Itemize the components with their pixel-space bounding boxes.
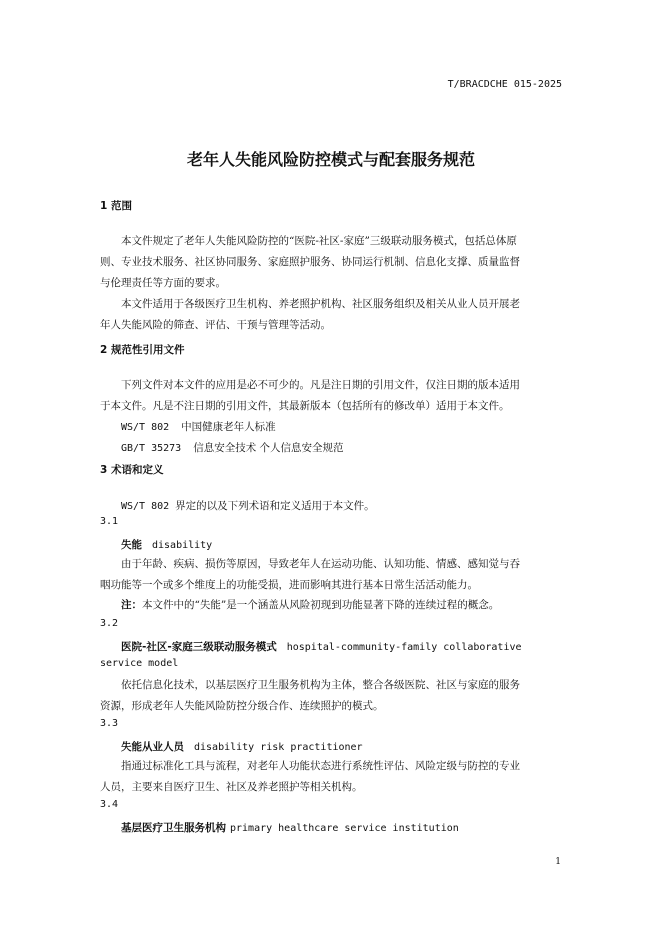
reference-name: 信息安全技术 个人信息安全规范 [193, 442, 344, 454]
reference-code: WS/T 802 [121, 422, 170, 433]
term-cn: 基层医疗卫生服务机构 [121, 822, 226, 834]
term-3-1-note [121, 597, 499, 612]
s3-intro [121, 496, 375, 514]
term-en: hospital-community-family collaborative [286, 642, 522, 653]
term-3-4-title [121, 818, 459, 836]
s1-p2-line2: 年人失能风险的筛查、评估、干预与管理等活动。 [100, 319, 331, 331]
s2-p1-line2: 于本文件。凡是不注日期的引用文件，其最新版本（包括所有的修改单）适用于本文件。 [100, 400, 510, 412]
intro-text: 界定的以及下列术语和定义适用于本文件。 [175, 500, 375, 512]
section-2-heading: 2 规范性引用文件 [100, 344, 185, 356]
document-title: 老年人失能风险防控模式与配套服务规范 [186, 150, 475, 169]
term-3-1-def-line2: 咽功能等一个或多个维度上的功能受损，进而影响其进行基本日常生活活动能力。 [100, 579, 478, 591]
term-3-2-title [121, 637, 522, 655]
s2-p1-line1: 下列文件对本文件的应用是必不可少的。凡是注日期的引用文件，仅注日期的版本适用 [121, 379, 520, 391]
term-en: disability [152, 540, 213, 551]
term-3-3-def-line2: 人员，主要来自医疗卫生、社区及养老照护等相关机构。 [100, 781, 363, 793]
s1-p2-line1: 本文件适用于各级医疗卫生机构、养老照护机构、社区服务组织及相关从业人员开展老 [121, 298, 520, 310]
s1-p1-line3: 与伦理责任等方面的要求。 [100, 277, 226, 289]
term-3-1-def-line1: 由于年龄、疾病、损伤等原因，导致老年人在运动功能、认知功能、情感、感知觉与吞 [121, 558, 520, 570]
s1-p1-line2: 则、专业技术服务、社区协同服务、家庭照护服务、协同运行机制、信息化支撑、质量监督 [100, 256, 520, 268]
s1-p1-line1: 本文件规定了老年人失能风险防控的“医院-社区-家庭”三级联动服务模式，包括总体原 [121, 235, 517, 247]
term-3-1-title [121, 535, 212, 553]
term-3-2-def-line1: 依托信息化技术，以基层医疗卫生服务机构为主体，整合各级医院、社区与家庭的服务 [121, 679, 520, 691]
term-3-3-def-line1: 指通过标准化工具与流程，对老年人功能状态进行系统性评估、风险定级与防控的专业 [121, 760, 520, 772]
reference-1 [121, 417, 276, 435]
term-3-4-number: 3.4 [100, 799, 119, 810]
reference-2 [121, 438, 344, 456]
term-cn: 失能从业人员 [121, 741, 184, 753]
term-en: disability risk practitioner [194, 742, 363, 753]
note-label: 注： [121, 599, 142, 611]
term-3-2-en-line2: service model [100, 658, 179, 669]
reference-code: GB/T 35273 [121, 443, 182, 454]
page-number: 1 [555, 857, 561, 867]
term-3-2-number: 3.2 [100, 618, 119, 629]
reference-name: 中国健康老年人标准 [181, 421, 276, 433]
document-code: T/BRACDCHE 015-2025 [447, 79, 562, 90]
intro-code: WS/T 802 [121, 501, 170, 512]
note-text: 本文件中的“失能”是一个涵盖从风险初现到功能显著下降的连续过程的概念。 [142, 599, 500, 611]
term-cn: 医院-社区-家庭三级联动服务模式 [121, 641, 277, 653]
section-3-heading: 3 术语和定义 [100, 464, 164, 476]
term-en: primary healthcare service institution [230, 823, 459, 834]
term-cn: 失能 [121, 539, 142, 551]
term-3-3-number: 3.3 [100, 718, 119, 729]
term-3-1-number: 3.1 [100, 516, 119, 527]
section-1-heading: 1 范围 [100, 200, 132, 212]
term-3-2-def-line2: 资源，形成老年人失能风险防控分级合作、连续照护的模式。 [100, 700, 384, 712]
term-3-3-title [121, 737, 363, 755]
